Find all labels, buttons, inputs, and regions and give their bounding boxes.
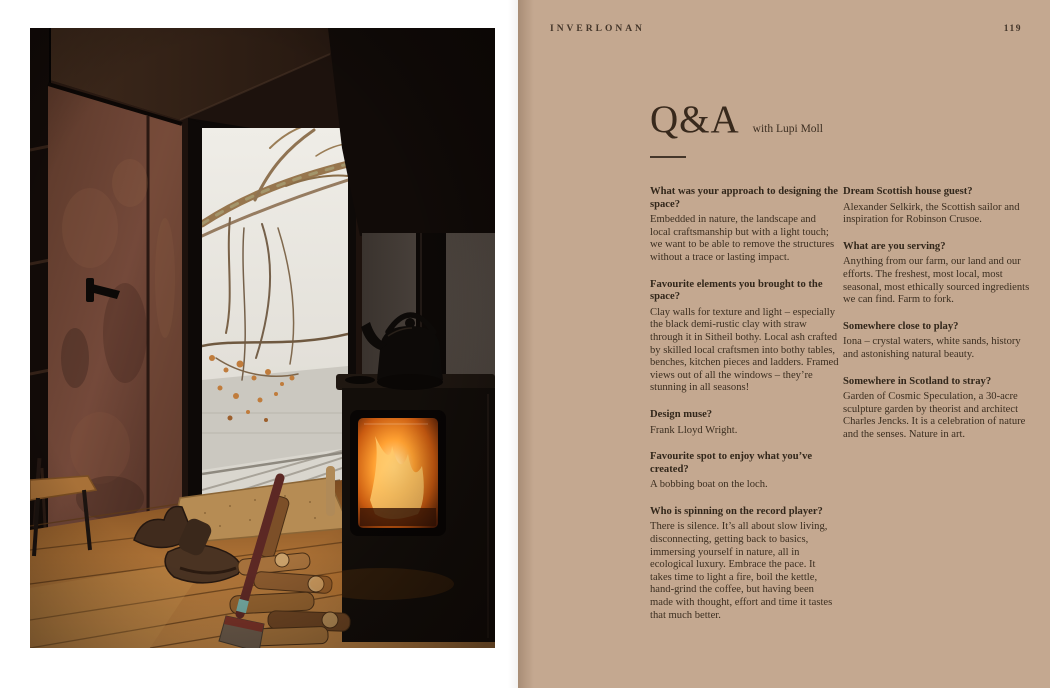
title-rule	[650, 156, 686, 158]
qa-answer: A bobbing boat on the loch.	[650, 479, 768, 491]
qa-item	[650, 186, 839, 265]
left-page	[0, 0, 518, 688]
qa-answer: Embedded in nature, the landscape and local craftsmanship but with a light touch; we want to be able to remove the structures without a trace or lasting impact.	[650, 214, 835, 263]
qa-answer: Iona – crystal waters, white sands, history and astonishing natural beauty.	[843, 336, 1021, 360]
right-page	[518, 0, 1050, 688]
qa-question: Who is spinning on the record player?	[650, 505, 823, 517]
qa-answer: There is silence. It’s all about slow living, disconnecting, getting back to basics, immersing yourself in nature, all in ecological luxury. Embrace the pace. It takes time to light a fire, boil the kettle, hand-grind the coffee, but having been made with thought, effort and time it tastes that much better.	[650, 521, 833, 621]
running-head	[550, 24, 1022, 34]
qa-answer: Anything from our farm, our land and our efforts. The freshest, most local, most seasonal, most ethically sourced ingredients we can find. Farm to fork.	[843, 256, 1030, 306]
qa-question: What are you serving?	[843, 240, 946, 252]
photo-vignette	[30, 28, 495, 648]
running-title: INVERLONAN	[550, 24, 645, 34]
qa-item	[843, 241, 1036, 307]
qa-answer: Clay walls for texture and light – especially the black demi-rustic clay with straw through it in Sitheil bothy. Local ash crafted by skilled local craftsmen into bothy tables, benches, kitchen pieces and ladders. Framed views out of all the windows – they’re stunning in all seasons!	[650, 306, 839, 394]
qa-column-left	[650, 186, 839, 636]
qa-item	[843, 376, 1036, 442]
qa-question: Favourite spot to enjoy what you’ve created?	[650, 451, 813, 475]
qa-item	[843, 321, 1036, 362]
qa-column-right	[843, 186, 1036, 456]
qa-item	[650, 451, 839, 492]
qa-item	[650, 506, 839, 622]
qa-title: Q&A	[650, 98, 740, 141]
qa-answer: Frank Lloyd Wright.	[650, 424, 738, 436]
section-title	[650, 100, 823, 139]
page-number: 119	[1003, 24, 1022, 34]
qa-item	[650, 409, 839, 437]
qa-subtitle: with Lupi Moll	[752, 123, 823, 135]
qa-question: Somewhere in Scotland to stray?	[843, 375, 992, 387]
qa-question: Dream Scottish house guest?	[843, 186, 973, 197]
qa-item	[843, 186, 1036, 227]
qa-answer: Garden of Cosmic Speculation, a 30-acre sculpture garden by theorist and architect Charles Jencks. It is a celebration of nature and the senses. Nature in art.	[843, 391, 1026, 440]
qa-question: What was your approach to designing the space?	[650, 186, 838, 210]
qa-item	[650, 279, 839, 395]
qa-answer: Alexander Selkirk, the Scottish sailor and inspiration for Robinson Crusoe.	[843, 201, 1020, 226]
qa-question: Somewhere close to play?	[843, 320, 959, 332]
qa-question: Design muse?	[650, 408, 713, 420]
qa-question: Favourite elements you brought to the space?	[650, 278, 823, 303]
cabin-photo	[30, 28, 495, 648]
